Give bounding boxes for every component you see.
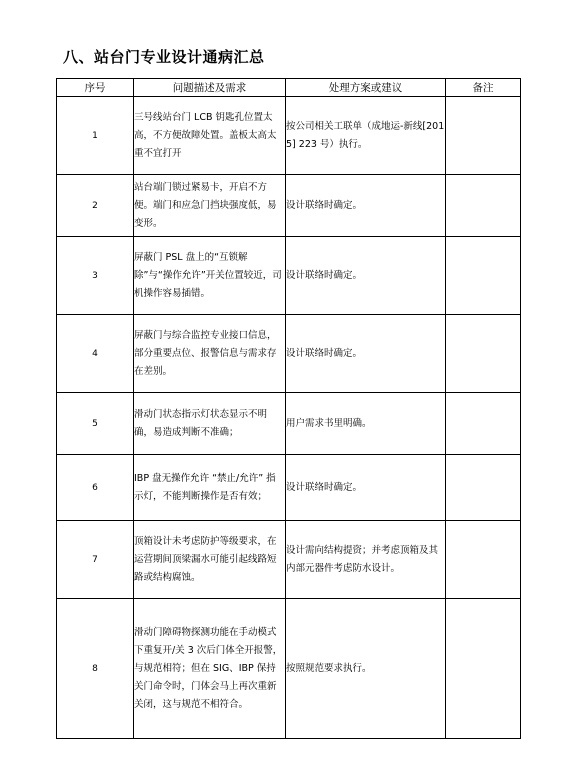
row-number: 2: [57, 175, 134, 237]
issues-table: [56, 78, 521, 739]
solution-text: 设计需向结构提资；并考虑顶箱及其内部元器件考虑防水设计。: [286, 521, 446, 599]
issue-description: 屏蔽门与综合监控专业接口信息，部分重要点位、报警信息与需求存在差别。: [134, 315, 286, 393]
table-row: [57, 237, 521, 315]
row-number: 7: [57, 521, 134, 599]
solution-text: 设计联络时确定。: [286, 315, 446, 393]
row-number: 4: [57, 315, 134, 393]
header-no: 序号: [57, 79, 134, 97]
remark-cell: [446, 599, 521, 739]
table-header-row: [57, 79, 521, 97]
solution-text: 按照规范要求执行。: [286, 599, 446, 739]
remark-cell: [446, 455, 521, 521]
remark-cell: [446, 97, 521, 175]
remark-cell: [446, 315, 521, 393]
remark-cell: [446, 521, 521, 599]
issue-description: 站台端门锁过紧易卡，开启不方便。端门和应急门挡块强度低，易变形。: [134, 175, 286, 237]
issue-description: 滑动门障碍物探测功能在手动模式下重复开/关 3 次后门体全开报警，与规范相符；但在 SIG、IBP 保持关门命令时，门体会马上再次重新关闭，这与规范不相符合。: [134, 599, 286, 739]
solution-text: 按公司相关工联单（成地运-新线[2015] 223 号）执行。: [286, 97, 446, 175]
issue-description: 滑动门状态指示灯状态显示不明确，易造成判断不准确；: [134, 393, 286, 455]
table-row: [57, 315, 521, 393]
issue-description: 屏蔽门 PSL 盘上的“互锁解除”与“操作允许”开关位置较近，司机操作容易插错。: [134, 237, 286, 315]
issue-description: IBP 盘无操作允许 “禁止/允许” 指示灯，不能判断操作是否有效；: [134, 455, 286, 521]
issue-description: 顶箱设计未考虑防护等级要求，在运营期间顶梁漏水可能引起线路短路或结构腐蚀。: [134, 521, 286, 599]
remark-cell: [446, 237, 521, 315]
table-row: [57, 175, 521, 237]
table-row: [57, 521, 521, 599]
solution-text: 用户需求书里明确。: [286, 393, 446, 455]
header-remark: 备注: [446, 79, 521, 97]
table-row: [57, 393, 521, 455]
row-number: 3: [57, 237, 134, 315]
row-number: 8: [57, 599, 134, 739]
table-row: [57, 599, 521, 739]
solution-text: 设计联络时确定。: [286, 175, 446, 237]
table-row: [57, 97, 521, 175]
row-number: 6: [57, 455, 134, 521]
issue-description: 三号线站台门 LCB 钥匙孔位置太高，不方便故障处置。盖板太高太重不宜打开: [134, 97, 286, 175]
remark-cell: [446, 175, 521, 237]
section-title: 八、站台门专业设计通病汇总: [63, 48, 265, 66]
row-number: 5: [57, 393, 134, 455]
row-number: 1: [57, 97, 134, 175]
solution-text: 设计联络时确定。: [286, 237, 446, 315]
table-row: [57, 455, 521, 521]
header-issue: 问题描述及需求: [134, 79, 286, 97]
solution-text: 设计联络时确定。: [286, 455, 446, 521]
remark-cell: [446, 393, 521, 455]
header-solution: 处理方案或建议: [286, 79, 446, 97]
